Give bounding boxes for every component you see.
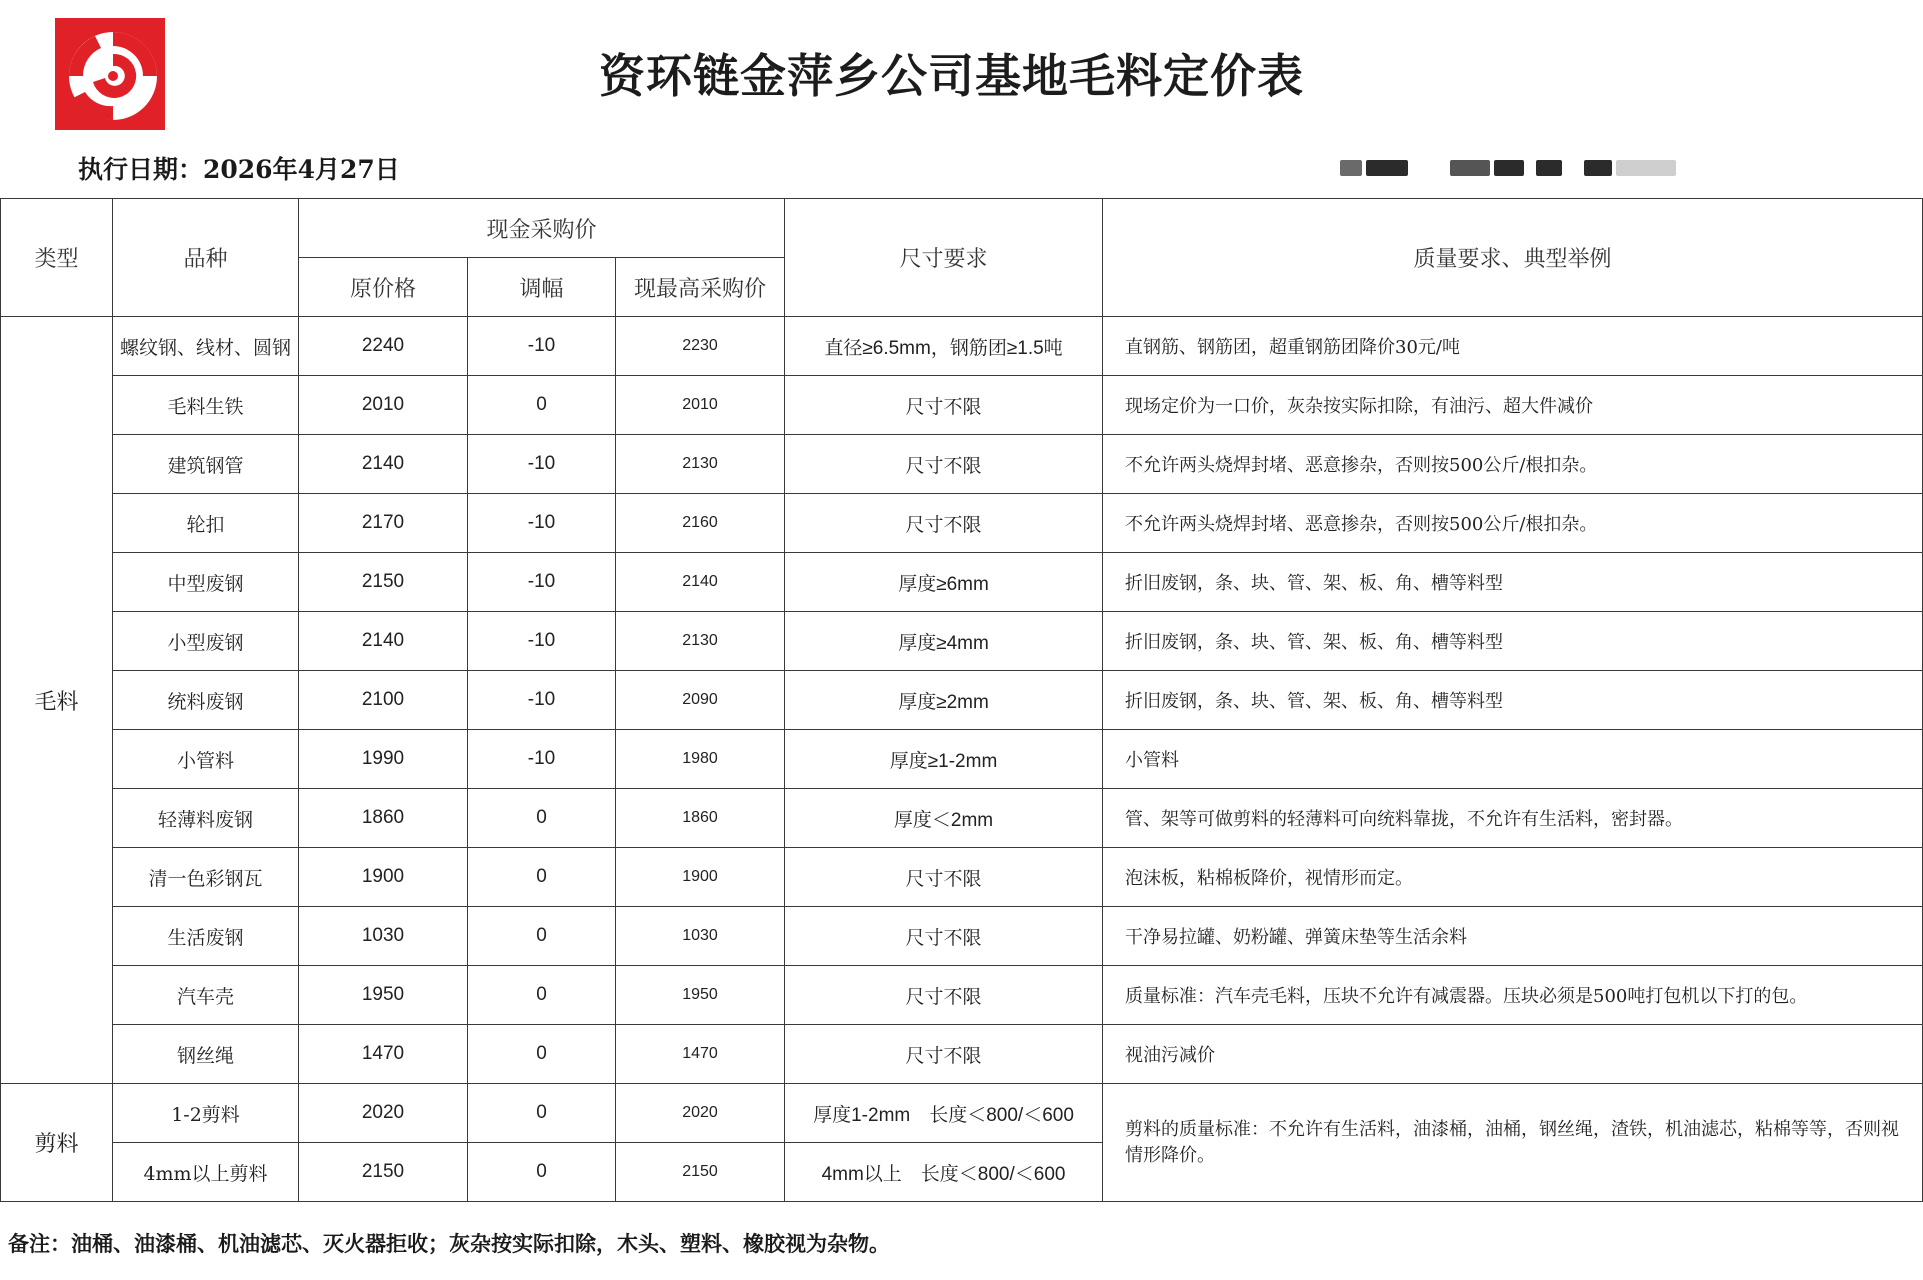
variety-cell: 4mm以上剪料: [113, 1143, 299, 1202]
adjustment-cell: -10: [468, 730, 616, 789]
current-max-price-cell: 2130: [616, 435, 785, 494]
variety-cell: 轻薄料废钢: [113, 789, 299, 848]
adjustment-cell: 0: [468, 376, 616, 435]
execution-date: 执行日期：2026年4月27日: [78, 155, 400, 184]
variety-cell: 中型废钢: [113, 553, 299, 612]
current-max-price-cell: 2150: [616, 1143, 785, 1202]
current-max-price-cell: 1860: [616, 789, 785, 848]
original-price-cell: 2170: [299, 494, 468, 553]
quality-requirement-cell: 泡沫板，粘棉板降价，视情形而定。: [1103, 848, 1923, 907]
quality-requirement-cell: 折旧废钢，条、块、管、架、板、角、槽等料型: [1103, 612, 1923, 671]
quality-requirement-cell: 不允许两头烧焊封堵、恶意掺杂，否则按500公斤/根扣杂。: [1103, 494, 1923, 553]
quality-requirement-cell: 折旧废钢，条、块、管、架、板、角、槽等料型: [1103, 553, 1923, 612]
size-requirement-cell: 厚度1-2mm 长度＜800/＜600: [785, 1084, 1103, 1143]
quality-requirement-cell: 折旧废钢，条、块、管、架、板、角、槽等料型: [1103, 671, 1923, 730]
original-price-cell: 2240: [299, 317, 468, 376]
size-requirement-cell: 厚度≥2mm: [785, 671, 1103, 730]
current-max-price-cell: 1980: [616, 730, 785, 789]
size-requirement-cell: 厚度≥6mm: [785, 553, 1103, 612]
original-price-cell: 2140: [299, 435, 468, 494]
table-row: [1, 848, 1923, 907]
variety-cell: 钢丝绳: [113, 1025, 299, 1084]
quality-requirement-cell: 质量标准：汽车壳毛料，压块不允许有减震器。压块必须是500吨打包机以下打的包。: [1103, 966, 1923, 1025]
current-max-price-cell: 2130: [616, 612, 785, 671]
header-type: 类型: [1, 199, 113, 317]
current-max-price-cell: 1900: [616, 848, 785, 907]
quality-requirement-cell: 管、架等可做剪料的轻薄料可向统料靠拢，不允许有生活料，密封器。: [1103, 789, 1923, 848]
original-price-cell: 2020: [299, 1084, 468, 1143]
table-row: [1, 1084, 1923, 1143]
current-max-price-cell: 2160: [616, 494, 785, 553]
size-requirement-cell: 尺寸不限: [785, 907, 1103, 966]
size-requirement-cell: 厚度≥4mm: [785, 612, 1103, 671]
current-max-price-cell: 2140: [616, 553, 785, 612]
table-row: [1, 907, 1923, 966]
footnote: 备注：油桶、油漆桶、机油滤芯、灭火器拒收；灰杂按实际扣除，木头、塑料、橡胶视为杂物。: [8, 1231, 890, 1256]
variety-cell: 毛料生铁: [113, 376, 299, 435]
size-requirement-cell: 尺寸不限: [785, 966, 1103, 1025]
current-max-price-cell: 2020: [616, 1084, 785, 1143]
header-cash-price: 现金采购价: [299, 199, 785, 258]
header-current-max-price: 现最高采购价: [616, 258, 785, 317]
current-max-price-cell: 2010: [616, 376, 785, 435]
current-max-price-cell: 1470: [616, 1025, 785, 1084]
table-row: [1, 612, 1923, 671]
redacted-text: [1330, 160, 1690, 180]
table-body: [1, 317, 1923, 1202]
variety-cell: 建筑钢管: [113, 435, 299, 494]
original-price-cell: 1030: [299, 907, 468, 966]
original-price-cell: 2150: [299, 1143, 468, 1202]
table-row: [1, 1025, 1923, 1084]
variety-cell: 小管料: [113, 730, 299, 789]
size-requirement-cell: 厚度≥1-2mm: [785, 730, 1103, 789]
table-header: [1, 199, 1923, 317]
original-price-cell: 2140: [299, 612, 468, 671]
table-row: [1, 553, 1923, 612]
adjustment-cell: -10: [468, 435, 616, 494]
type-cell: 剪料: [1, 1084, 113, 1202]
original-price-cell: 2150: [299, 553, 468, 612]
table-row: [1, 317, 1923, 376]
size-requirement-cell: 直径≥6.5mm，钢筋团≥1.5吨: [785, 317, 1103, 376]
size-requirement-cell: 尺寸不限: [785, 848, 1103, 907]
quality-requirement-cell: 剪料的质量标准：不允许有生活料，油漆桶，油桶，钢丝绳，渣铁，机油滤芯，粘棉等等，否则视情形降价。: [1103, 1084, 1923, 1202]
quality-requirement-cell: 视油污减价: [1103, 1025, 1923, 1084]
table-row: [1, 730, 1923, 789]
original-price-cell: 1990: [299, 730, 468, 789]
adjustment-cell: -10: [468, 553, 616, 612]
original-price-cell: 2010: [299, 376, 468, 435]
adjustment-cell: 0: [468, 1084, 616, 1143]
quality-requirement-cell: 直钢筋、钢筋团，超重钢筋团降价30元/吨: [1103, 317, 1923, 376]
variety-cell: 生活废钢: [113, 907, 299, 966]
adjustment-cell: 0: [468, 966, 616, 1025]
table-row: [1, 966, 1923, 1025]
original-price-cell: 1900: [299, 848, 468, 907]
quality-requirement-cell: 小管料: [1103, 730, 1923, 789]
table-row: [1, 435, 1923, 494]
variety-cell: 清一色彩钢瓦: [113, 848, 299, 907]
variety-cell: 1-2剪料: [113, 1084, 299, 1143]
adjustment-cell: 0: [468, 848, 616, 907]
quality-requirement-cell: 现场定价为一口价，灰杂按实际扣除，有油污、超大件减价: [1103, 376, 1923, 435]
header-size-requirement: 尺寸要求: [785, 199, 1103, 317]
adjustment-cell: 0: [468, 1143, 616, 1202]
quality-requirement-cell: 不允许两头烧焊封堵、恶意掺杂，否则按500公斤/根扣杂。: [1103, 435, 1923, 494]
adjustment-cell: -10: [468, 317, 616, 376]
adjustment-cell: -10: [468, 671, 616, 730]
table-row: [1, 494, 1923, 553]
current-max-price-cell: 1030: [616, 907, 785, 966]
header-adjustment: 调幅: [468, 258, 616, 317]
variety-cell: 螺纹钢、线材、圆钢: [113, 317, 299, 376]
original-price-cell: 2100: [299, 671, 468, 730]
size-requirement-cell: 尺寸不限: [785, 494, 1103, 553]
table-row: [1, 376, 1923, 435]
variety-cell: 轮扣: [113, 494, 299, 553]
adjustment-cell: 0: [468, 907, 616, 966]
page-header: [0, 0, 1923, 132]
header-original-price: 原价格: [299, 258, 468, 317]
quality-requirement-cell: 干净易拉罐、奶粉罐、弹簧床垫等生活余料: [1103, 907, 1923, 966]
table-row: [1, 789, 1923, 848]
table-row: [1, 671, 1923, 730]
page-title: 资环链金萍乡公司基地毛料定价表: [599, 49, 1304, 103]
original-price-cell: 1950: [299, 966, 468, 1025]
header-quality-requirement: 质量要求、典型举例: [1103, 199, 1923, 317]
size-requirement-cell: 4mm以上 长度＜800/＜600: [785, 1143, 1103, 1202]
original-price-cell: 1860: [299, 789, 468, 848]
variety-cell: 小型废钢: [113, 612, 299, 671]
current-max-price-cell: 2090: [616, 671, 785, 730]
variety-cell: 汽车壳: [113, 966, 299, 1025]
size-requirement-cell: 尺寸不限: [785, 376, 1103, 435]
current-max-price-cell: 1950: [616, 966, 785, 1025]
current-max-price-cell: 2230: [616, 317, 785, 376]
size-requirement-cell: 尺寸不限: [785, 1025, 1103, 1084]
header-variety: 品种: [113, 199, 299, 317]
adjustment-cell: 0: [468, 789, 616, 848]
adjustment-cell: -10: [468, 612, 616, 671]
size-requirement-cell: 尺寸不限: [785, 435, 1103, 494]
size-requirement-cell: 厚度＜2mm: [785, 789, 1103, 848]
type-cell: 毛料: [1, 317, 113, 1084]
original-price-cell: 1470: [299, 1025, 468, 1084]
adjustment-cell: 0: [468, 1025, 616, 1084]
price-table: [0, 198, 1923, 1202]
variety-cell: 统料废钢: [113, 671, 299, 730]
adjustment-cell: -10: [468, 494, 616, 553]
